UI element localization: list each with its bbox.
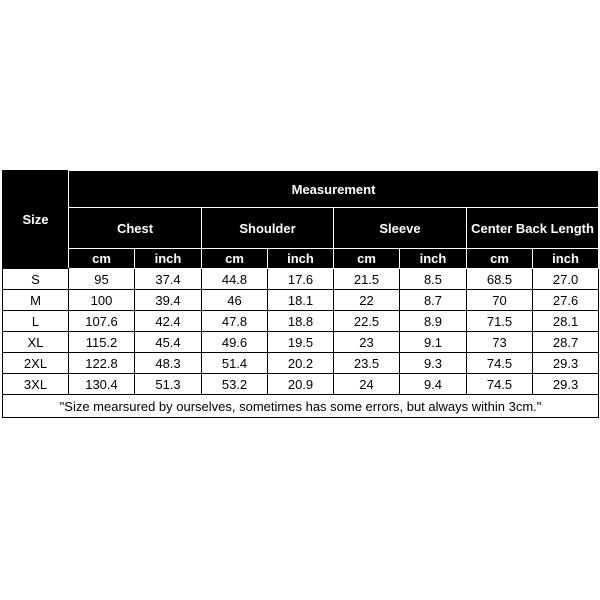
measurement-cell: 70 <box>467 290 533 311</box>
size-header: Size <box>3 171 69 269</box>
measurement-cell: 74.5 <box>467 353 533 374</box>
table-row <box>3 332 599 353</box>
measurement-cell: 45.4 <box>135 332 202 353</box>
table-row <box>3 374 599 395</box>
unit-header: cm <box>334 249 400 269</box>
measurement-header: Measurement <box>69 171 599 208</box>
measurement-cell: 122.8 <box>69 353 135 374</box>
measurement-cell: 49.6 <box>202 332 268 353</box>
measurement-cell: 74.5 <box>467 374 533 395</box>
measurement-cell: 28.1 <box>533 311 599 332</box>
measurement-cell: 23 <box>334 332 400 353</box>
measurement-cell: 48.3 <box>135 353 202 374</box>
measurement-cell: 9.3 <box>400 353 467 374</box>
measurement-cell: 22 <box>334 290 400 311</box>
measurement-cell: 71.5 <box>467 311 533 332</box>
unit-header: cm <box>202 249 268 269</box>
measurement-cell: 51.4 <box>202 353 268 374</box>
measurement-cell: 8.9 <box>400 311 467 332</box>
measurement-cell: 51.3 <box>135 374 202 395</box>
measurement-cell: 115.2 <box>69 332 135 353</box>
sleeve-header: Sleeve <box>334 208 467 249</box>
measurement-cell: 17.6 <box>268 269 334 290</box>
measurement-cell: 28.7 <box>533 332 599 353</box>
measurement-cell: 9.1 <box>400 332 467 353</box>
table-row <box>3 353 599 374</box>
measurement-cell: 27.0 <box>533 269 599 290</box>
measurement-cell: 20.2 <box>268 353 334 374</box>
unit-header: cm <box>69 249 135 269</box>
measurement-cell: 23.5 <box>334 353 400 374</box>
size-cell: S <box>3 269 69 290</box>
measurement-cell: 18.8 <box>268 311 334 332</box>
measurement-cell: 100 <box>69 290 135 311</box>
measurement-cell: 8.5 <box>400 269 467 290</box>
measurement-cell: 53.2 <box>202 374 268 395</box>
measurement-cell: 107.6 <box>69 311 135 332</box>
measurement-note: "Size mearsured by ourselves, sometimes has some errors, but always within 3cm." <box>3 395 599 418</box>
table-row <box>3 290 599 311</box>
measurement-cell: 9.4 <box>400 374 467 395</box>
measurement-cell: 24 <box>334 374 400 395</box>
measurement-cell: 42.4 <box>135 311 202 332</box>
unit-header: inch <box>400 249 467 269</box>
measurement-cell: 29.3 <box>533 374 599 395</box>
unit-header: inch <box>135 249 202 269</box>
size-cell: L <box>3 311 69 332</box>
unit-header: inch <box>533 249 599 269</box>
measurement-cell: 8.7 <box>400 290 467 311</box>
measurement-cell: 130.4 <box>69 374 135 395</box>
table-row <box>3 269 599 290</box>
size-cell: 2XL <box>3 353 69 374</box>
measurement-cell: 18.1 <box>268 290 334 311</box>
shoulder-header: Shoulder <box>202 208 334 249</box>
size-cell: 3XL <box>3 374 69 395</box>
measurement-cell: 20.9 <box>268 374 334 395</box>
size-rows <box>3 269 599 395</box>
unit-header: inch <box>268 249 334 269</box>
measurement-cell: 47.8 <box>202 311 268 332</box>
measurement-cell: 46 <box>202 290 268 311</box>
table-row <box>3 311 599 332</box>
measurement-cell: 27.6 <box>533 290 599 311</box>
measurement-cell: 73 <box>467 332 533 353</box>
size-cell: XL <box>3 332 69 353</box>
measurement-cell: 95 <box>69 269 135 290</box>
size-cell: M <box>3 290 69 311</box>
measurement-cell: 19.5 <box>268 332 334 353</box>
size-chart-table <box>2 170 599 418</box>
measurement-cell: 37.4 <box>135 269 202 290</box>
chest-header: Chest <box>69 208 202 249</box>
measurement-cell: 44.8 <box>202 269 268 290</box>
measurement-cell: 68.5 <box>467 269 533 290</box>
unit-header: cm <box>467 249 533 269</box>
measurement-cell: 29.3 <box>533 353 599 374</box>
measurement-cell: 21.5 <box>334 269 400 290</box>
center-back-length-header: Center Back Length <box>467 208 599 249</box>
measurement-cell: 22.5 <box>334 311 400 332</box>
measurement-cell: 39.4 <box>135 290 202 311</box>
